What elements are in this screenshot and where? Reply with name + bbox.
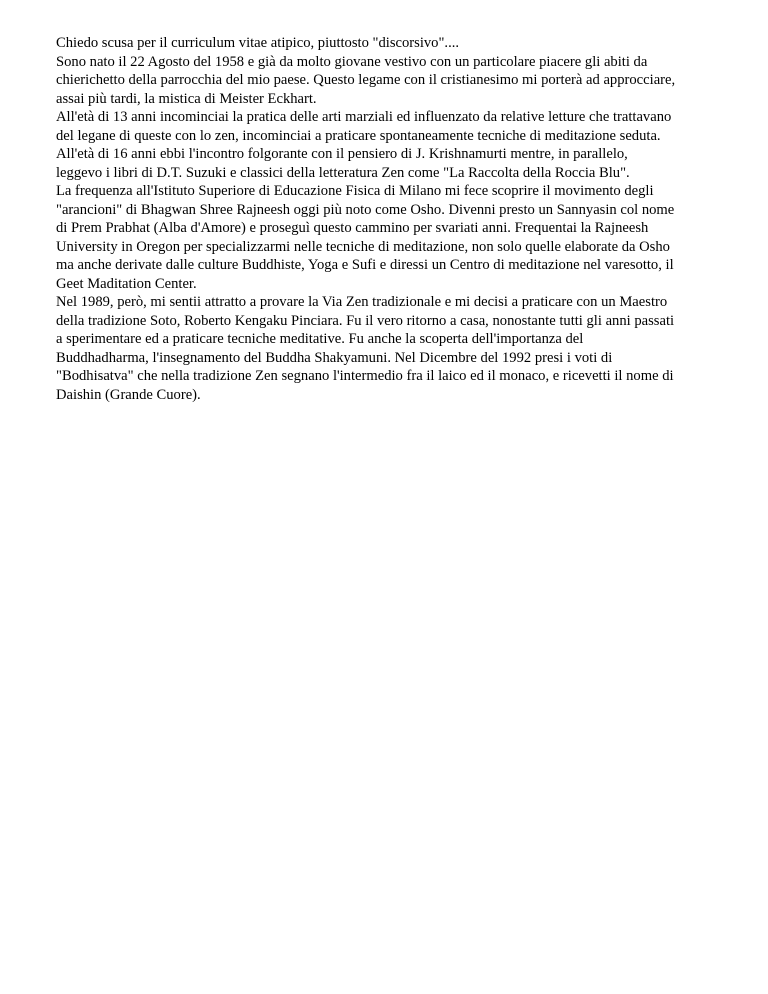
text-line: del legane di queste con lo zen, incominciai a praticare spontaneamente tecniche di meditazione seduta. [56,127,661,144]
text-line: della tradizione Soto, Roberto Kengaku Pinciara. Fu il vero ritorno a casa, nonostante tutti gli anni passati [56,312,675,329]
text-line: "Bodhisatva" che nella tradizione Zen segnano l'intermedio fra il laico ed il monaco, e ricevetti il nome di [56,368,674,384]
text-line: Buddhadharma, l'insegnamento del Buddha Shakyamuni. Nel Dicembre del 1992 presi i voti di [56,349,613,366]
text-line: All'età di 16 anni ebbi l'incontro folgorante con il pensiero di J. Krishnamurti mentre, in parallelo, [56,146,628,162]
text-line: a sperimentare ed a praticare tecniche meditative. Fu anche la scoperta dell'importanza del [56,331,584,347]
text-line: Sono nato il 22 Agosto del 1958 e già da molto giovane vestivo con un particolare piacere gli abiti da [56,53,648,70]
text-line: di Prem Prabhat (Alba d'Amore) e proseguì questo cammino per svariati anni. Frequentai la Rajneesh [56,220,649,236]
document-body [56,34,724,404]
text-line: All'età di 13 anni incominciai la pratica delle arti marziali ed influenzato da relative letture che trattavano [56,109,672,125]
text-line: La frequenza all'Istituto Superiore di Educazione Fisica di Milano mi fece scoprire il movimento degli [56,183,654,199]
text-line: University in Oregon per specializzarmi nelle tecniche di meditazione, non solo quelle elaborate da Osho [56,238,670,255]
text-line: Daishin (Grande Cuore). [56,386,201,403]
text-line: leggevo i libri di D.T. Suzuki e classici della letteratura Zen come "La Raccolta della Roccia Blu". [56,164,630,181]
text-line: Geet Maditation Center. [56,275,197,292]
text-line: assai più tardi, la mistica di Meister Eckhart. [56,90,317,107]
text-line: ma anche derivate dalle culture Buddhiste, Yoga e Sufi e diressi un Centro di meditazione nel varesotto, il [56,257,674,273]
text-line: "arancioni" di Bhagwan Shree Rajneesh oggi più noto come Osho. Divenni presto un Sannyasin col nome [56,201,675,218]
text-line: chierichetto della parrocchia del mio paese. Questo legame con il cristianesimo mi porterà ad approcciare, [56,72,676,88]
text-line: Nel 1989, però, mi sentii attratto a provare la Via Zen tradizionale e mi decisi a praticare con un Maestro [56,294,668,310]
text-line: Chiedo scusa per il curriculum vitae atipico, piuttosto "discorsivo".... [56,35,460,51]
